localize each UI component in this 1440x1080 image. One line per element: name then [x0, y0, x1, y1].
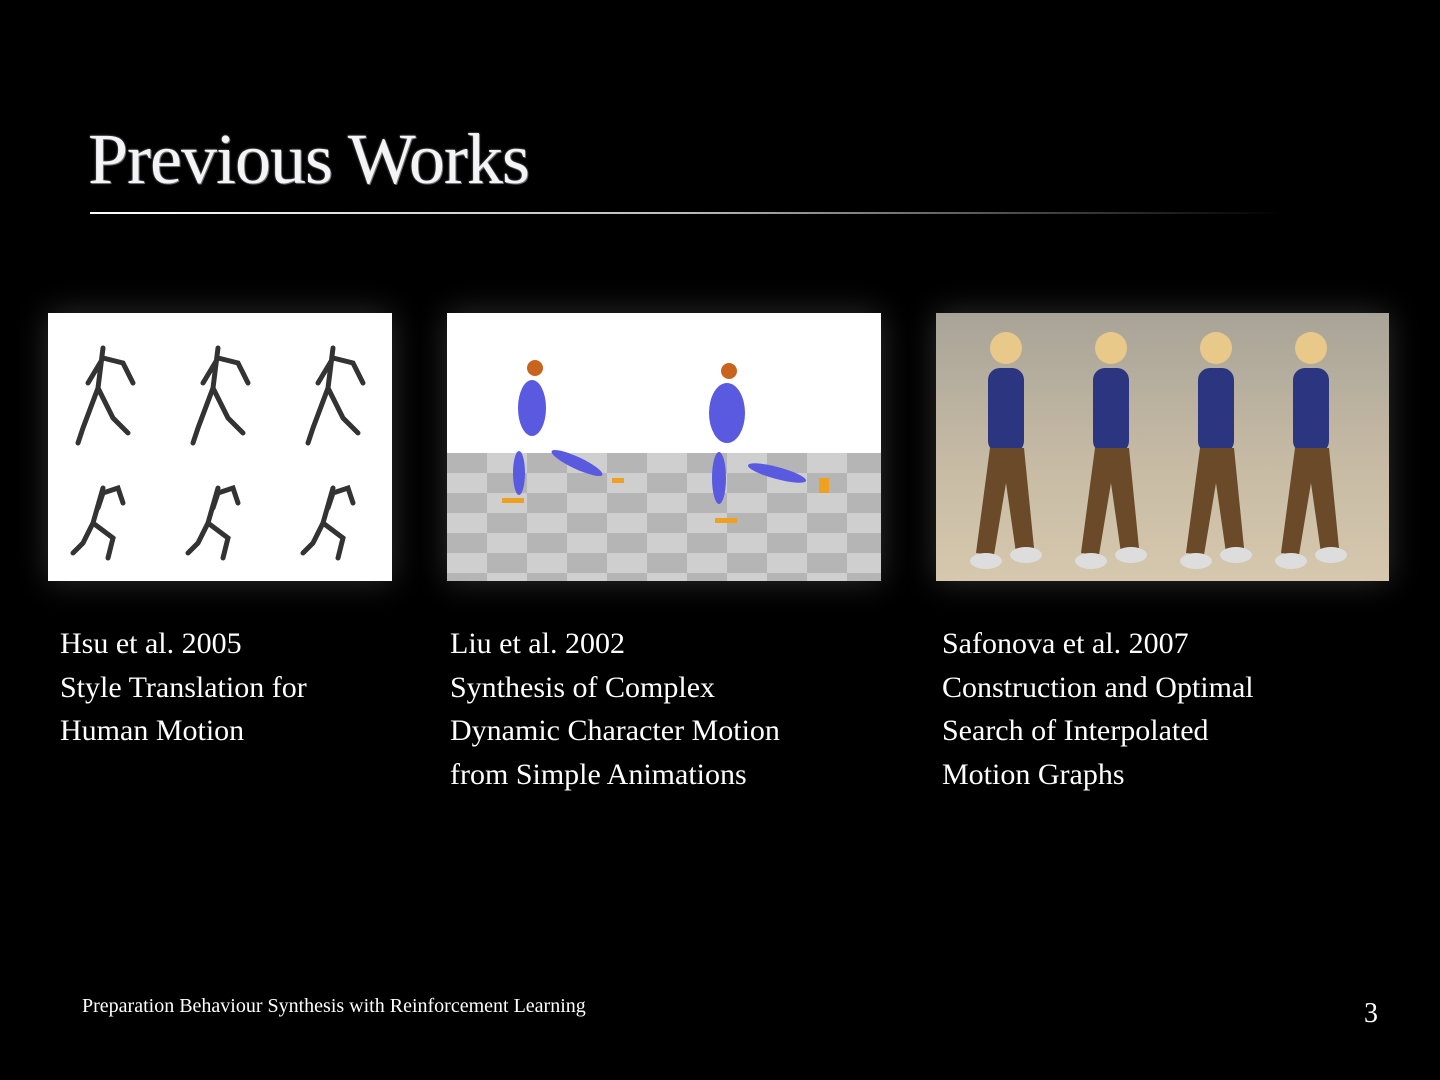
stick-figure-image [48, 313, 392, 581]
work-title-line: Synthesis of Complex [450, 670, 716, 704]
work-caption-safonova [942, 622, 1254, 796]
work-title-line: Human Motion [60, 714, 245, 747]
work-citation: Hsu et al. 2005 [60, 627, 242, 660]
work-title-line: Style Translation for [60, 670, 307, 704]
title-divider [90, 212, 1280, 214]
walking-character-image [936, 313, 1389, 581]
work-citation: Safonova et al. 2007 [942, 627, 1189, 660]
page-number: 3 [1364, 998, 1378, 1029]
work-title-line: Dynamic Character Motion [450, 714, 780, 747]
work-title-line: Search of Interpolated [942, 714, 1209, 747]
work-caption-hsu [60, 622, 307, 753]
work-caption-liu [450, 622, 780, 796]
work-title-line: Motion Graphs [942, 757, 1125, 791]
work-title-line: Construction and Optimal [942, 670, 1254, 704]
work-title-line: from Simple Animations [450, 757, 747, 791]
work-citation: Liu et al. 2002 [450, 627, 625, 660]
slide-title: Previous Works [88, 119, 529, 199]
slide-footer: Preparation Behaviour Synthesis with Reinforcement Learning [82, 995, 586, 1017]
dynamic-character-image [447, 313, 881, 581]
